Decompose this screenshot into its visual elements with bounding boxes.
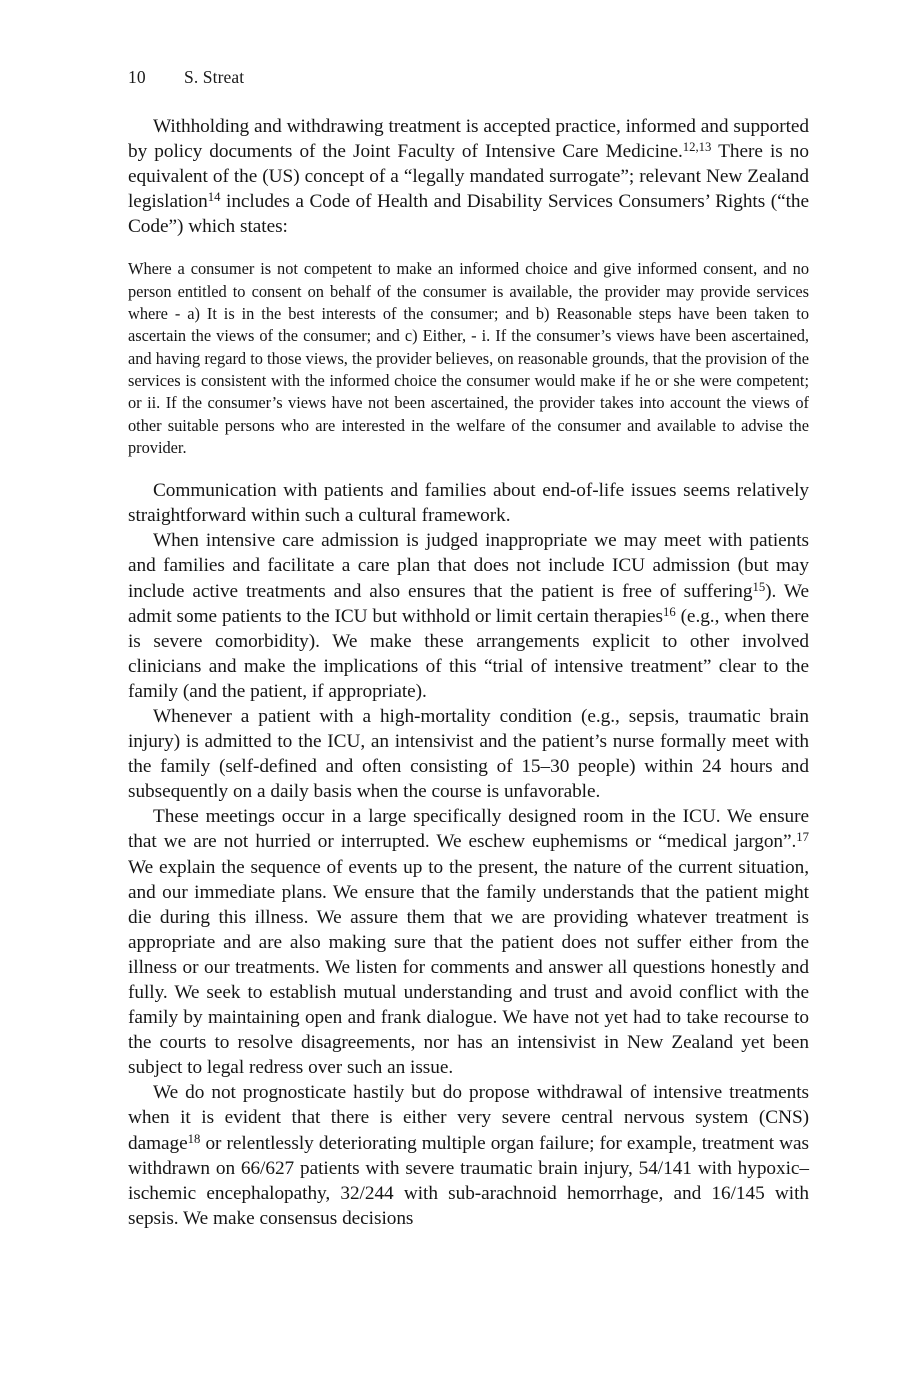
paragraph-1-part-a: Withholding and withdrawing treatment is accepted practice, informed and supported by policy documents of the Joint Faculty of Intensive Care Medicine. xyxy=(128,116,809,163)
footnote-marker-12-13: 12,13 xyxy=(682,139,712,154)
spacer-before-extract xyxy=(128,239,809,258)
paragraph-3-part-b: ). We admit some patients to the ICU but withhold or limit certain therapies xyxy=(128,580,809,627)
footnote-marker-16: 16 xyxy=(662,604,676,619)
paragraph-5-part-a: These meetings occur in a large specifically designed room in the ICU. We ensure that we are not hurried or interrupted. We eschew euphemisms or “medical jargon”. xyxy=(128,806,809,853)
paragraph-3-part-c: (e.g., when there is severe comorbidity). We make these arrangements explicit to other involved clinicians and make the implications of this “trial of intensive treatment” clear to the family (and the patient, if appropriate). xyxy=(128,605,809,702)
paragraph-3-part-a: When intensive care admission is judged inappropriate we may meet with patients and families and facilitate a care plan that does not include ICU admission (but may include active treatments and also ensures that the patient is free of suffering xyxy=(128,530,809,602)
footnote-marker-17: 17 xyxy=(796,830,809,845)
paragraph-2: Communication with patients and families about end-of-life issues seems relatively straightforward within such a cultural framework. xyxy=(128,480,809,527)
running-head xyxy=(128,66,808,88)
paragraph-3 xyxy=(128,528,809,704)
spacer-after-extract xyxy=(128,459,809,478)
footnote-marker-15: 15 xyxy=(752,579,766,594)
paragraph-1 xyxy=(128,114,809,239)
paragraph-5-part-b: We explain the sequence of events up to the present, the nature of the current situation, and our immediate plans. We ensure that the family understands that the patient might die during this illness. We assure them that we are providing whatever treatment is appropriate and are also making sure that the patient does not suffer either from the illness or our treatments. We listen for comments and answer all questions honestly and fully. We seek to establish mutual understanding and trust and avoid conflict with the family by maintaining open and frank dialogue. We have not yet had to take recourse to the courts to resolve disagreements, nor has an intensivist in New Zealand yet been subject to legal redress over such an issue. xyxy=(128,856,809,1079)
paragraph-5 xyxy=(128,804,809,1080)
footnote-marker-18: 18 xyxy=(187,1131,201,1146)
paragraph-4: Whenever a patient with a high-mortality condition (e.g., sepsis, traumatic brain injury) is admitted to the ICU, an intensivist and the patient’s nurse formally meet with the family (self-defined and often consisting of 15–30 people) within 24 hours and subsequently on a daily basis when the course is unfavorable. xyxy=(128,705,809,803)
running-head-author: S. Streat xyxy=(184,67,245,87)
footnote-marker-14: 14 xyxy=(207,190,221,205)
text-column xyxy=(128,114,809,1231)
paragraph-6-part-b: or relentlessly deteriorating multiple organ failure; for example, treatment was withdrawn on 66/627 patients with severe traumatic brain injury, 54/141 with hypoxic–ischemic encephalopathy, 32/244 with sub-arachnoid hemorrhage, and 16/145 with sepsis. We make consensus decisions xyxy=(128,1132,809,1229)
paragraph-6 xyxy=(128,1080,809,1231)
paragraph-1-part-b: There is no equivalent of the (US) concept of a “legally mandated surrogate”; relevant New Zealand legislation xyxy=(128,141,809,213)
page-number: 10 xyxy=(128,67,146,87)
paragraph-1-part-c: includes a Code of Health and Disability Services Consumers’ Rights (“the Code”) which states: xyxy=(128,191,809,238)
code-extract-quotation: Where a consumer is not competent to make an informed choice and give informed consent, and no person entitled to consent on behalf of the consumer is available, the provider may provide services where - a) It is in the best interests of the consumer; and b) Reasonable steps have been taken to ascertain the views of the consumer; and c) Either, - i. If the consumer’s views have been ascertained, and having regard to those views, the provider believes, on reasonable grounds, that the provision of the services is consistent with the informed choice the consumer would make if he or she were competent; or ii. If the consumer’s views have not been ascertained, the provider takes into account the views of other suitable persons who are interested in the welfare of the consumer and available to advise the provider. xyxy=(128,259,809,457)
paragraph-6-part-a: We do not prognosticate hastily but do propose withdrawal of intensive treatments when it is evident that there is either very severe central nervous system (CNS) damage xyxy=(128,1082,809,1154)
